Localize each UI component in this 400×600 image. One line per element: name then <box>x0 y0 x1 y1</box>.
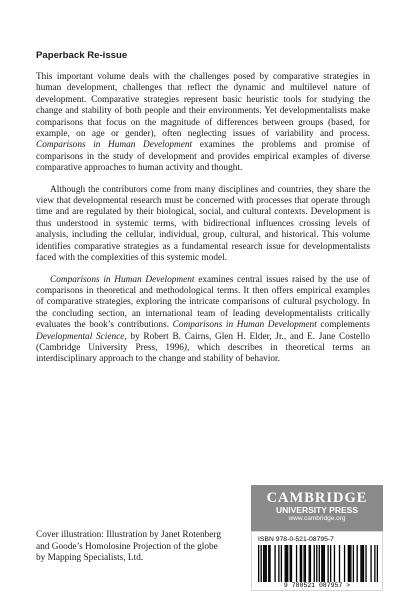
blurb-paragraph-2: Although the contributors come from many disciplines and countries, they share the view that developmental research must be concerned with processes that operate through time and are regulated by their biological, social, and cultural contexts. Development is thus understood in systemic terms, with bidirectional influences crossing levels of analysis, including the cellular, individual, group, cultural, and historical. This volume identifies comparative strategies as a fundamental research issue for developmentalists faced with the complexities of this systemic model. <box>36 184 370 264</box>
barcode-bar <box>261 545 262 582</box>
barcode-bar <box>263 545 264 582</box>
barcode-bar <box>353 545 354 582</box>
barcode-bar <box>305 545 306 582</box>
barcode-bar <box>309 545 310 582</box>
barcode-bar <box>274 545 275 582</box>
barcode-bar <box>264 545 265 582</box>
barcode-bar <box>374 545 375 582</box>
blurb-paragraph-3: Comparisons in Human Development examines central issues raised by the use of comparisons in theoretical and methodological terms. It then offers empirical examples of comparative strategies, exploring the intricate comparisons of cultural psychology. In the concluding section, an international team of leading developmentalists critically evaluates the book’s contributions. Comparisons in Human Development complements Developmental Science, by Robert B. Cairns, Glen H. Elder, Jr., and E. Jane Costello (Cambridge University Press, 1996), which describes in theoretical terms an interdisciplinary approach to the change and stability of behavior. <box>36 274 370 365</box>
barcode-bar <box>319 545 320 582</box>
barcode-bar <box>287 545 288 582</box>
reissue-heading: Paperback Re-issue <box>36 50 128 61</box>
barcode-bar <box>303 545 304 582</box>
barcode-bar <box>349 545 350 582</box>
publisher-name: CAMBRIDGE <box>266 490 368 506</box>
barcode-bar <box>258 545 259 582</box>
publisher-url: www.cambridge.org <box>288 515 346 522</box>
barcode-bar <box>290 545 291 582</box>
blurb-paragraph-1: This important volume deals with the challenges posed by comparative strategies in human development, challenges that reflect the dynamic and multilevel nature of development. Comparative strategies represent basic heuristic tools for studying the change and stability of both people and their environments. Yet developmentalists make comparisons that focus on the magnitude of differences between groups (based, for example, on age or gender), often neglecting issues of variability and process. Comparisons in Human Development examines the problems and promise of comparisons in the study of development and provides empirical examples of diverse comparative approaches to human activity and thought. <box>36 72 371 174</box>
barcode-bar <box>334 545 335 582</box>
barcode-bar <box>281 545 282 582</box>
barcode-icon <box>258 545 378 582</box>
barcode-bar <box>316 545 317 582</box>
barcode-bar <box>360 545 361 582</box>
barcode-bar <box>278 545 279 582</box>
barcode-bar <box>300 545 301 582</box>
barcode-bar <box>314 545 315 582</box>
barcode-bar <box>377 545 378 582</box>
barcode-bar <box>339 545 340 582</box>
barcode-bar <box>301 545 302 582</box>
barcode-bar <box>324 545 325 582</box>
barcode-digits: 9 780521 087957 > <box>283 582 351 589</box>
barcode-bar <box>266 545 267 582</box>
barcode-bar <box>348 545 349 582</box>
barcode-bar <box>344 545 345 582</box>
blurb-body <box>36 72 370 366</box>
barcode-bar <box>362 545 363 582</box>
barcode-bar <box>363 545 364 582</box>
cover-illustration-credit: Cover illustration: Illustration by Janet Rotenberg and Goode’s Homolosine Projection of the globe by Mapping Specialists, Ltd. <box>36 530 221 564</box>
barcode-bar <box>286 545 287 582</box>
barcode-bar <box>365 545 366 582</box>
barcode-bar <box>370 545 371 582</box>
barcode-bar <box>285 545 286 582</box>
barcode-bar <box>330 545 331 582</box>
publisher-logo <box>251 485 383 531</box>
publisher-subtitle: UNIVERSITY PRESS <box>275 505 359 515</box>
barcode-bar <box>321 545 322 582</box>
barcode-bar <box>327 545 328 582</box>
barcode-bar <box>291 545 292 582</box>
barcode-bar <box>296 545 297 582</box>
barcode-bar <box>357 545 358 582</box>
isbn-barcode-panel <box>251 531 383 591</box>
isbn-label: ISBN 978-0-521-08795-7 <box>258 536 334 543</box>
barcode-bar <box>350 545 351 582</box>
barcode-bar <box>268 545 269 582</box>
barcode-bar <box>269 545 270 582</box>
barcode-bar <box>322 545 323 582</box>
barcode-bar <box>310 545 311 582</box>
